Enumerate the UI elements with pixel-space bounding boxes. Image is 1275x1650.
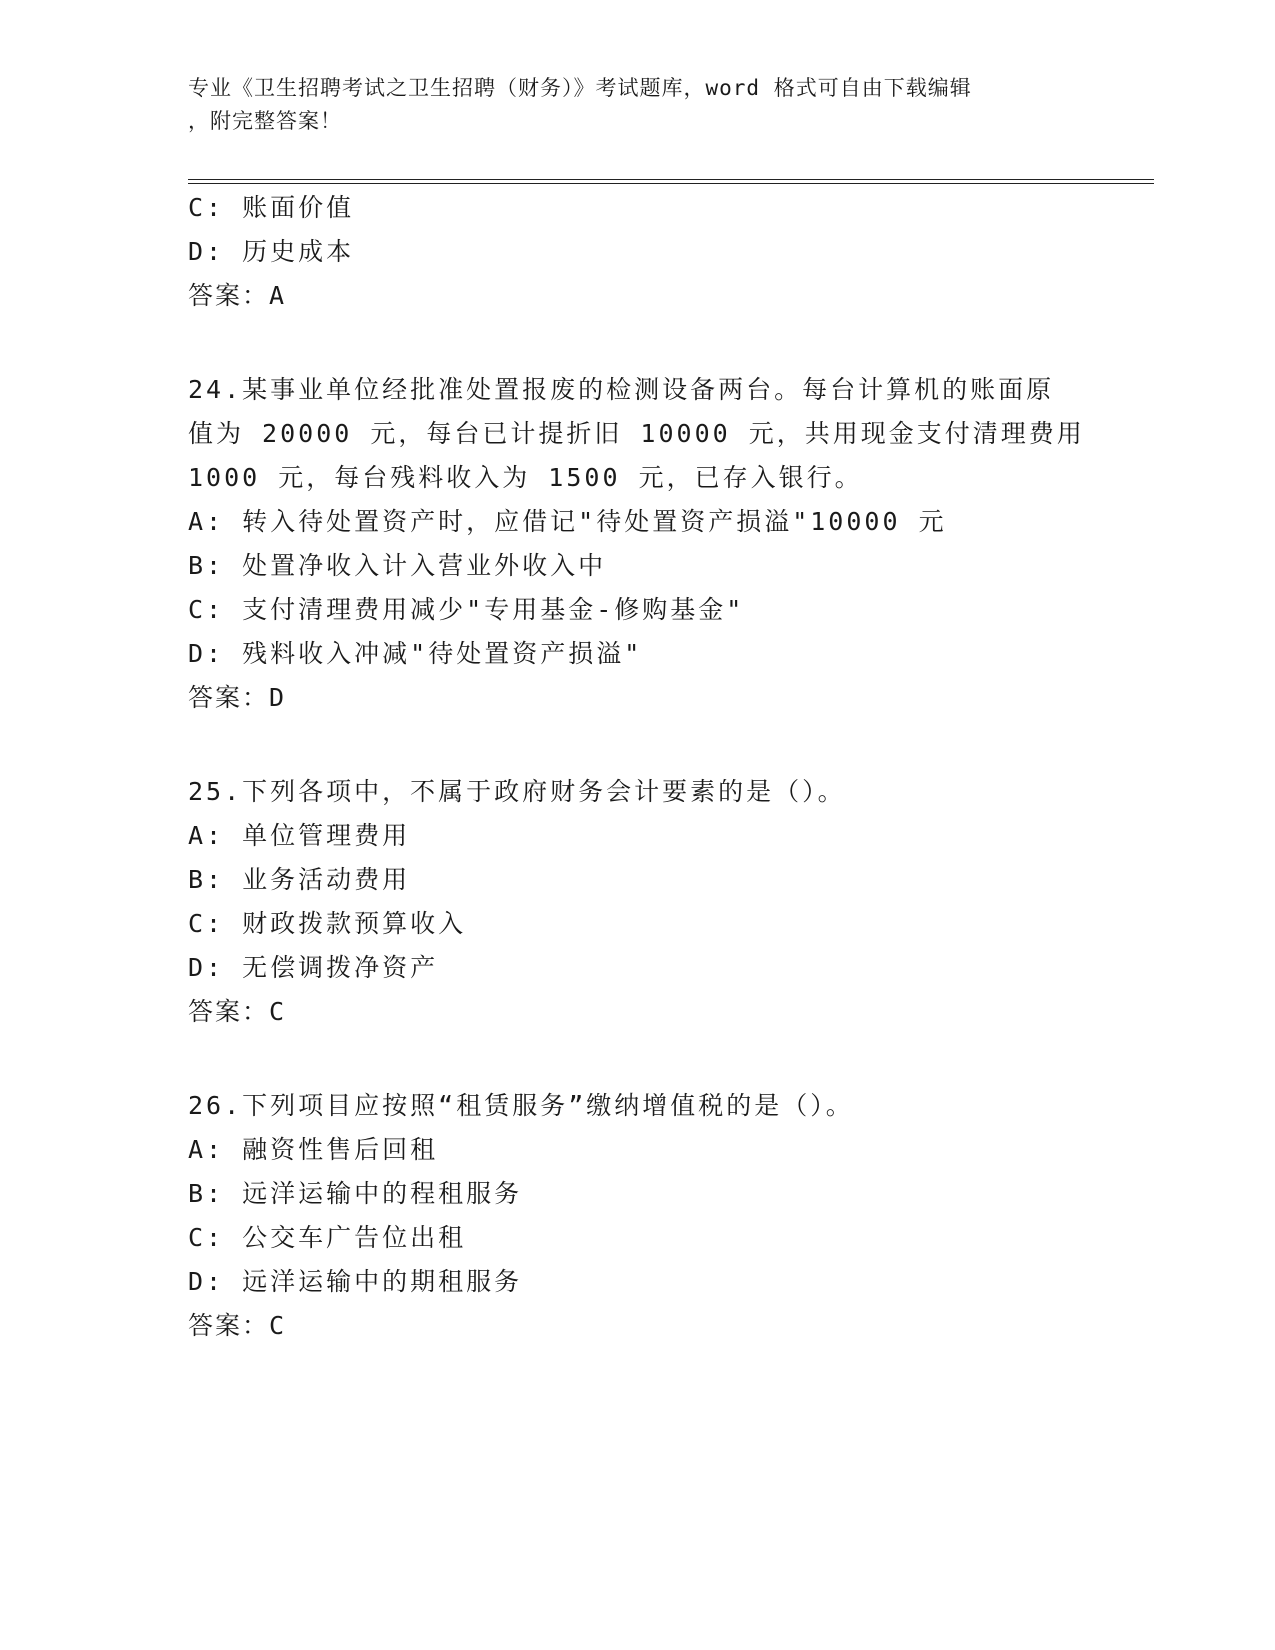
q26-option-c: C: 公交车广告位出租 <box>188 1223 467 1252</box>
q25-option-d: D: 无偿调拨净资产 <box>188 953 439 982</box>
q24-option-d: D: 残料收入冲减"待处置资产损溢" <box>188 639 643 668</box>
answer-label: 答案： <box>188 281 270 310</box>
q24-option-c: C: 支付清理费用减少"专用基金-修购基金" <box>188 595 745 624</box>
answer-label: 答案： <box>188 683 270 712</box>
q24-stem-line-1: 24.某事业单位经批准处置报废的检测设备两台。每台计算机的账面原 <box>188 375 1055 404</box>
header-line-2: ，附完整答案！ <box>188 109 342 133</box>
header-line-1: 专业《卫生招聘考试之卫生招聘（财务）》考试题库，word 格式可自由下载编辑 <box>188 76 972 100</box>
q25-option-b: B: 业务活动费用 <box>188 865 411 894</box>
q24-option-b: B: 处置净收入计入营业外收入中 <box>188 551 607 580</box>
q24-option-a: A: 转入待处置资产时，应借记"待处置资产损溢"10000 元 <box>188 507 947 536</box>
answer-value: A <box>269 281 287 310</box>
answer-value: C <box>269 997 287 1026</box>
q23-answer <box>188 280 286 312</box>
q26-option-a: A: 融资性售后回租 <box>188 1135 439 1164</box>
q24-stem-line-2: 值为 20000 元，每台已计提折旧 10000 元，共用现金支付清理费用 <box>188 419 1085 448</box>
q25-answer <box>188 996 286 1028</box>
answer-label: 答案： <box>188 1311 270 1340</box>
answer-value: D <box>269 683 287 712</box>
document-header <box>188 72 1088 138</box>
q25-option-a: A: 单位管理费用 <box>188 821 411 850</box>
q23-option-d: D: 历史成本 <box>188 237 355 266</box>
q24-stem-line-3: 1000 元，每台残料收入为 1500 元，已存入银行。 <box>188 463 863 492</box>
q25-stem: 25.下列各项中，不属于政府财务会计要素的是（）。 <box>188 777 846 806</box>
answer-label: 答案： <box>188 997 270 1026</box>
header-divider-top <box>188 179 1154 180</box>
q25-option-c: C: 财政拨款预算收入 <box>188 909 467 938</box>
q26-option-d: D: 远洋运输中的期租服务 <box>188 1267 523 1296</box>
q26-stem: 26.下列项目应按照“租赁服务”缴纳增值税的是（）。 <box>188 1091 854 1120</box>
answer-value: C <box>269 1311 287 1340</box>
q24-answer <box>188 682 286 714</box>
q26-option-b: B: 远洋运输中的程租服务 <box>188 1179 523 1208</box>
q23-option-c: C: 账面价值 <box>188 193 355 222</box>
q26-answer <box>188 1310 286 1342</box>
header-divider-bottom <box>188 183 1154 184</box>
